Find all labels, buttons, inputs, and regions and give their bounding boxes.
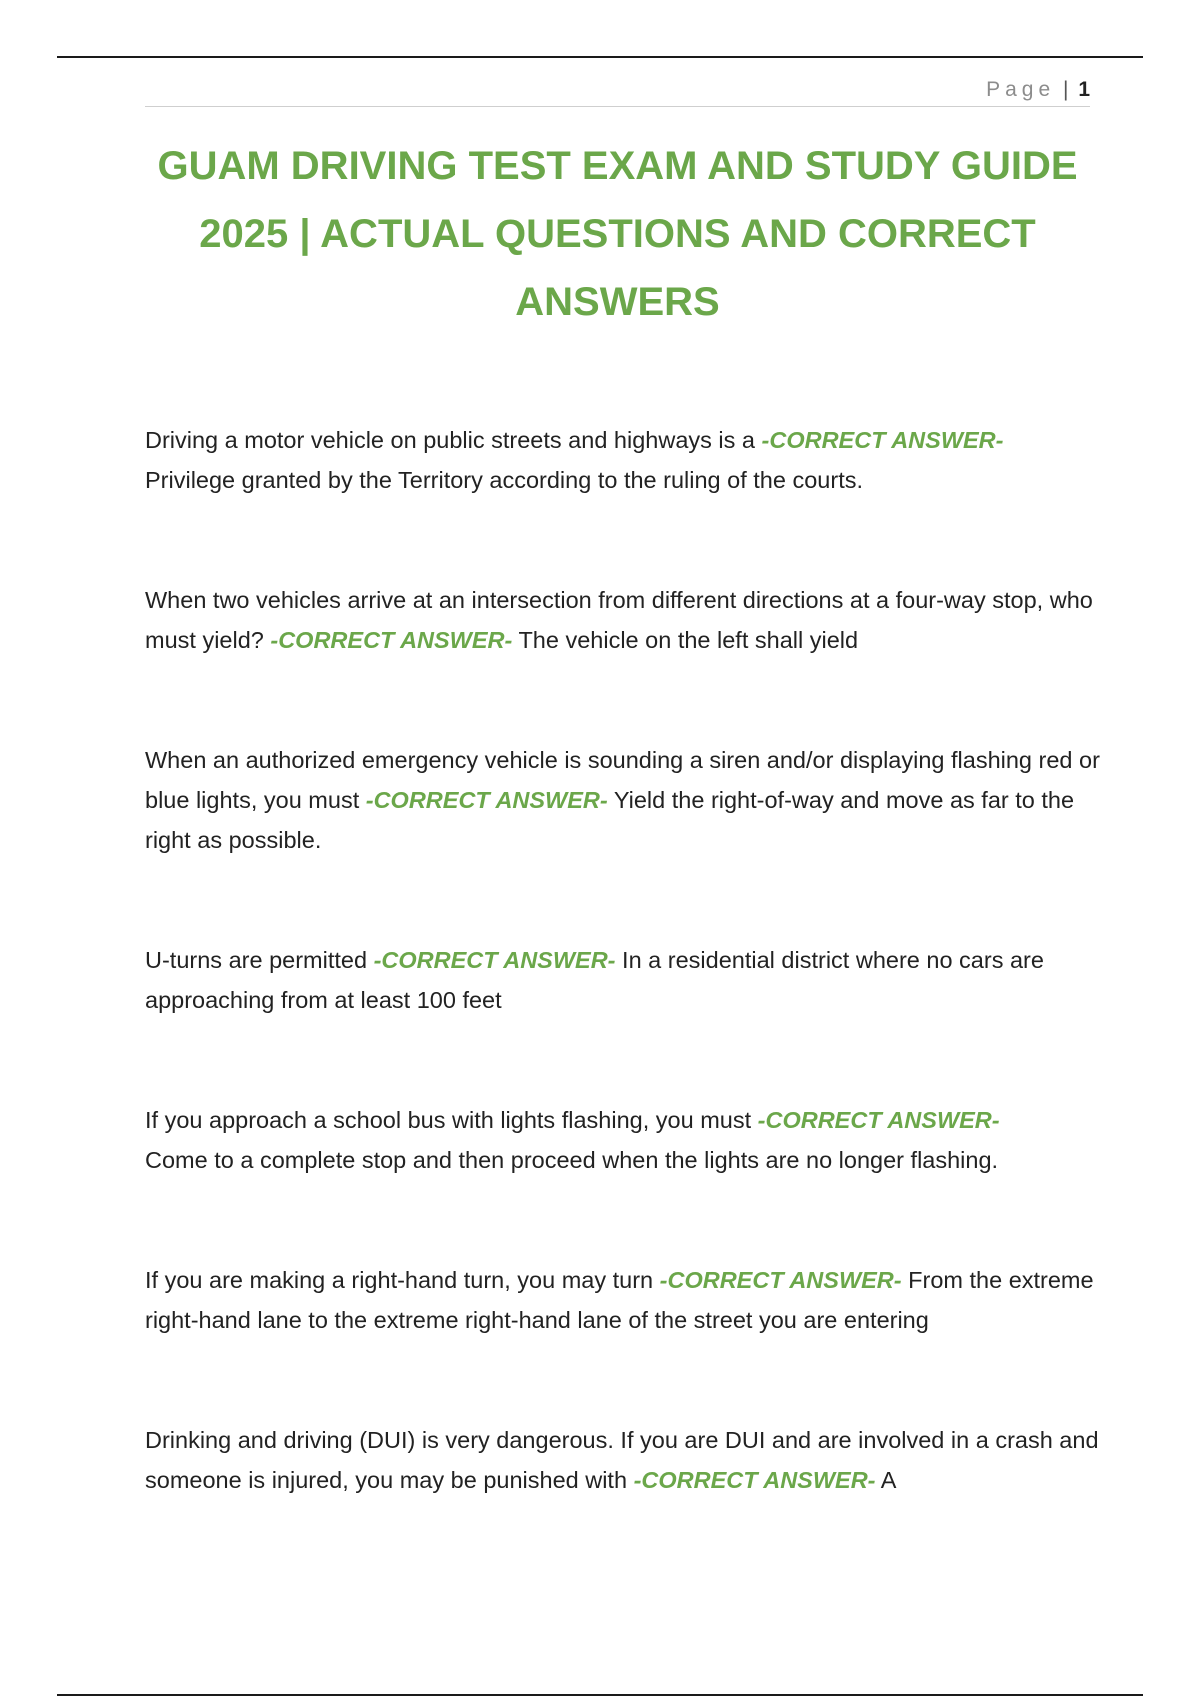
correct-answer-tag: -CORRECT ANSWER- [270,627,513,653]
question-text: Drinking and driving (DUI) is very dangerous. If you are DUI and are involved in a crash and someone is injured, you may be punished with [145,1427,1099,1493]
question-answer-list [145,420,1105,1500]
question-text: If you approach a school bus with lights flashing, you must [145,1107,752,1133]
qa-item-7 [145,1420,1105,1500]
page-label: Page [986,78,1056,101]
qa-item-6 [145,1260,1105,1340]
answer-text: Privilege granted by the Territory according to the ruling of the courts. [145,467,864,493]
qa-item-1 [145,420,1105,500]
correct-answer-tag: -CORRECT ANSWER- [373,947,616,973]
qa-item-3 [145,740,1105,860]
qa-item-4 [145,940,1105,1020]
document-title: GUAM DRIVING TEST EXAM AND STUDY GUIDE 2025 | ACTUAL QUESTIONS AND CORRECT ANSWERS [157,144,1078,324]
answer-text: Yield the right-of-way and move as far to the right as possible. [145,787,1075,853]
correct-answer-tag: -CORRECT ANSWER- [761,427,1004,453]
qa-item-2 [145,580,1105,660]
question-text: If you are making a right-hand turn, you may turn [145,1267,654,1293]
question-text: When two vehicles arrive at an intersection from different directions at a four-way stop, who must yield? [145,587,1093,653]
top-rule [57,56,1143,58]
answer-text: From the extreme right-hand lane to the extreme right-hand lane of the street you are entering [145,1267,1094,1333]
page-number: 1 [1078,78,1090,101]
correct-answer-tag: -CORRECT ANSWER- [659,1267,902,1293]
correct-answer-tag: -CORRECT ANSWER- [633,1467,876,1493]
correct-answer-tag: -CORRECT ANSWER- [365,787,608,813]
answer-text: The vehicle on the left shall yield [518,627,859,653]
answer-text: Come to a complete stop and then proceed when the lights are no longer flashing. [145,1147,999,1173]
bottom-rule [57,1694,1143,1696]
correct-answer-tag: -CORRECT ANSWER- [757,1107,1000,1133]
answer-text: In a residential district where no cars are approaching from at least 100 feet [145,947,1044,1013]
question-text: U-turns are permitted [145,947,368,973]
qa-item-5 [145,1100,1105,1180]
page-header [145,74,1090,107]
question-text: When an authorized emergency vehicle is sounding a siren and/or displaying flashing red or blue lights, you must [145,747,1100,813]
question-text: Driving a motor vehicle on public streets and highways is a [145,427,755,453]
answer-text: A [880,1467,897,1493]
page-separator: | [1063,78,1069,101]
